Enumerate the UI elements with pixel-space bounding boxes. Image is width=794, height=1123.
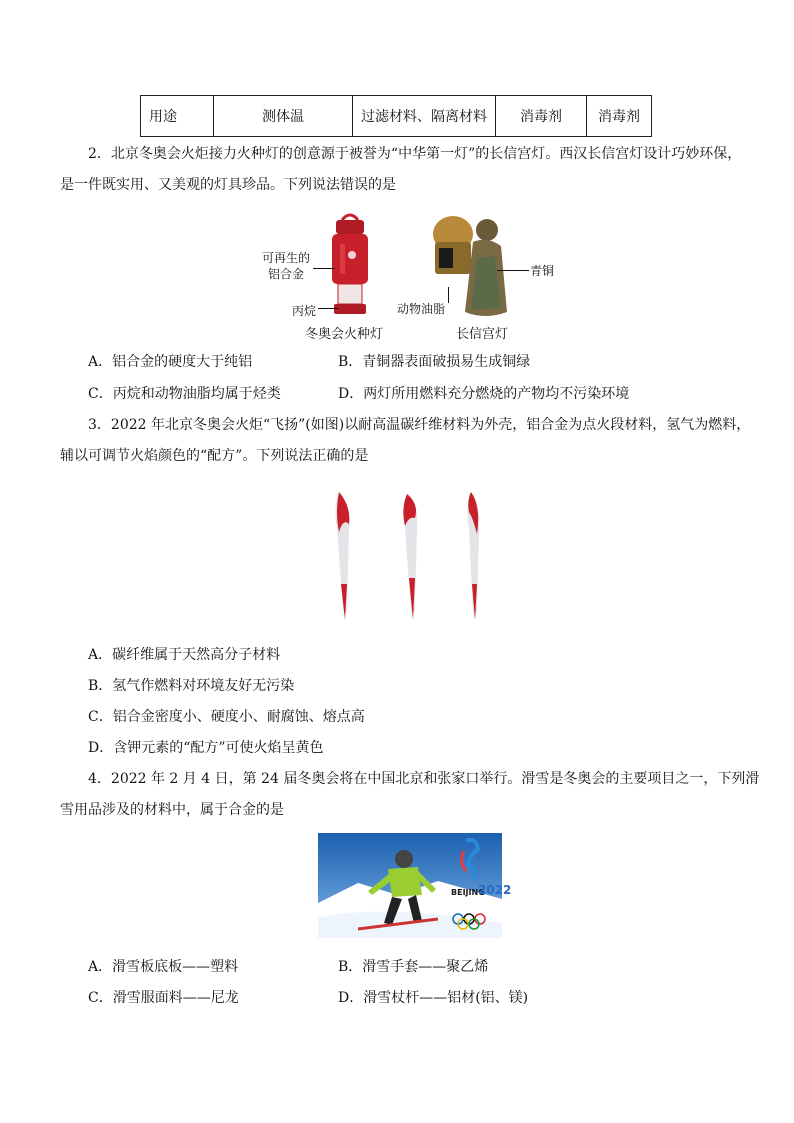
q3-option-c: C．铝合金密度小、硬度小、耐腐蚀、熔点高 bbox=[88, 709, 365, 725]
table-cell: 用途 bbox=[141, 96, 214, 137]
label-propane: 丙烷 bbox=[292, 304, 317, 318]
table-cell: 过滤材料、隔离材料 bbox=[353, 96, 496, 137]
beijing-logo-year: 2022 bbox=[478, 883, 512, 897]
table-cell: 测体温 bbox=[214, 96, 353, 137]
q2-option-d: D．两灯所用燃料充分燃烧的产物均不污染环境 bbox=[338, 386, 630, 402]
q3-stem-line1: 3．2022 年北京冬奥会火炬“飞扬”(如图)以耐高温碳纤维材料为外壳，铝合金为点火段材料，氢气为燃料， bbox=[88, 417, 751, 433]
table-cell: 消毒剂 bbox=[587, 96, 652, 137]
pointer-line bbox=[497, 270, 529, 271]
caption-changxin-lamp: 长信宫灯 bbox=[456, 327, 509, 342]
table-cell: 消毒剂 bbox=[496, 96, 587, 137]
q4-option-a: A．滑雪板底板——塑料 bbox=[88, 959, 239, 975]
label-aluminum-alloy: 铝合金 bbox=[268, 267, 305, 281]
caption-olympic-lantern: 冬奥会火种灯 bbox=[305, 327, 384, 342]
pointer-line bbox=[313, 268, 335, 269]
q4-stem-line1: 4．2022 年 2 月 4 日，第 24 届冬奥会将在中国北京和张家口举行。滑雪是冬奥会的主要项目之一，下列滑 bbox=[88, 771, 760, 787]
q3-option-a: A．碳纤维属于天然高分子材料 bbox=[88, 647, 281, 663]
q4-option-d: D．滑雪杖杆——铝材(铝、镁) bbox=[338, 990, 529, 1006]
q2-option-a: A．铝合金的硬度大于纯铝 bbox=[88, 354, 253, 370]
q2-stem-line2: 是一件既实用、又美观的灯具珍品。下列说法错误的是 bbox=[60, 177, 396, 193]
q2-option-c: C．丙烷和动物油脂均属于烃类 bbox=[88, 386, 281, 402]
q4-option-b: B．滑雪手套——聚乙烯 bbox=[338, 959, 489, 975]
beijing-logo-text: BEIJING bbox=[451, 888, 485, 897]
q3-stem-line2: 辅以可调节火焰颜色的“配方”。下列说法正确的是 bbox=[60, 448, 369, 464]
table-row bbox=[141, 96, 652, 137]
q4-option-c: C．滑雪服面料——尼龙 bbox=[88, 990, 239, 1006]
label-bronze: 青铜 bbox=[530, 264, 555, 278]
pointer-line bbox=[448, 287, 449, 303]
skiing-image bbox=[318, 833, 512, 938]
olympic-lantern-image bbox=[320, 210, 380, 320]
torch-feiyang-image bbox=[325, 488, 495, 624]
q4-stem-line2: 雪用品涉及的材料中，属于合金的是 bbox=[60, 802, 284, 818]
q2-option-b: B．青铜器表面破损易生成铜绿 bbox=[338, 354, 531, 370]
q3-option-d: D．含钾元素的“配方”可使火焰呈黄色 bbox=[88, 740, 324, 756]
pointer-line bbox=[318, 308, 338, 309]
label-animal-fat: 动物油脂 bbox=[397, 302, 446, 316]
q3-option-b: B．氢气作燃料对环境友好无污染 bbox=[88, 678, 295, 694]
q2-stem-line1: 2．北京冬奥会火炬接力火种灯的创意源于被誉为“中华第一灯”的长信宫灯。西汉长信宫灯设计巧妙环保， bbox=[88, 146, 742, 162]
label-renewable: 可再生的 bbox=[262, 251, 311, 265]
use-table bbox=[140, 95, 652, 137]
